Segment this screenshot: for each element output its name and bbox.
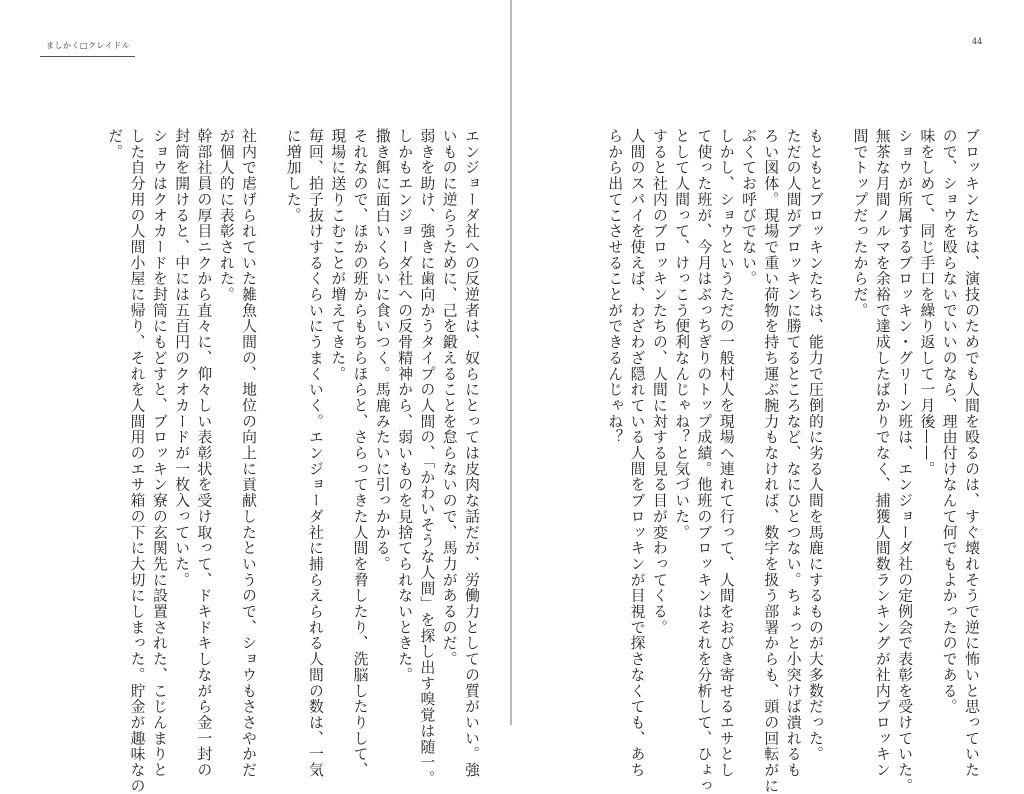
text-line: 社内で虐げられていた雑魚人間の、地位の向上に貢献したというので、ショウもささやかだ <box>240 128 258 778</box>
page-number: 44 <box>972 37 983 46</box>
text-line: 人間のスパイを使えば、わざわざ隠れている人間をブロッキンが目視で探さなくても、あち <box>628 128 646 778</box>
text-line: ので、ショウを殴らないでいいのなら、理由付けなんて何でもよかったのである。 <box>940 128 958 715</box>
text-line: ただの人間がブロッキンに勝てるところなど、なにひとつない。ちょっと小突けば潰れるも <box>784 128 802 778</box>
text-line: ショウが所属するブロッキン・グリーン班は、エンジョーダ社の定例会で表彰を受けていた。 <box>896 128 914 794</box>
text-line: て使った班が、今月はぶっちぎりのトップ成績。他班のブロッキンはそれを分析して、ひょっ <box>695 128 713 794</box>
text-line: が個人的に表彰された。 <box>217 128 235 303</box>
text-line: 撒き餌に面白いくらいに食いつく。馬鹿みたいに引っかかる。 <box>373 128 391 572</box>
text-line: いものに逆らうために、己を鍛えることを怠らないので、馬力があるのだ。 <box>440 128 458 667</box>
text-line: した自分用の人間小屋に帰り、それを人間用のエサ箱の下に大切にしまった。貯金が趣味なの <box>128 128 146 794</box>
text-line: すると社内のブロッキンたちの、人間に対する見る目が変わってくる。 <box>650 128 668 636</box>
text-line: エンジョーダ社への反逆者は、奴らにとっては皮肉な話だが、労働力としての質がいい。強 <box>463 128 480 778</box>
left-page-text <box>103 128 482 794</box>
blank-line <box>259 128 281 698</box>
text-line: ブロッキンたちは、演技のためでも人間を殴るのは、すぐ壊れそうで逆に怖いと思っていた <box>963 128 980 778</box>
text-line: 間でトップだったからだ。 <box>851 128 869 319</box>
text-line: として人間って、けっこう便利なんじゃね？と気づいた。 <box>673 128 691 541</box>
right-page-text <box>603 128 982 794</box>
text-line: もともとブロッキンたちは、能力で圧倒的に劣る人間を馬鹿にするものが大多数だった。 <box>806 128 824 762</box>
text-line: ぶくてお呼びでない。 <box>740 128 758 287</box>
text-line: だ。 <box>106 128 124 160</box>
text-line: 弱きを助け、強きに歯向かうタイプの人間の、「かわいそうな人間」を探し出す嗅覚は随一。 <box>418 128 436 787</box>
text-line: 無茶な月間ノルマを余裕で達成したばかりでなく、捕獲人間数ランキングが社内ブロッキン <box>873 128 891 778</box>
text-line: 現場に送りこむことが増えてきた。 <box>329 128 347 382</box>
running-title: ましかく□クレイドル <box>46 41 131 50</box>
blank-line <box>826 128 848 698</box>
text-line: それなので、ほかの班からもちらほらと、さらってきた人間を脅したり、洗脳したりして、 <box>351 128 369 778</box>
text-line: 味をしめて、同じ手口を繰り返して一月後——。 <box>918 128 936 477</box>
page-gutter <box>510 0 512 725</box>
text-line: 毎回、拍子抜けするくらいにうまくいく。エンジョーダ社に捕らえられる人間の数は、一気 <box>306 128 324 778</box>
text-line: しかもエンジョーダ社への反骨精神から、弱いものを見捨てられないときた。 <box>396 128 414 683</box>
text-line: しかし、ショウというただの一般村人を現場へ連れて行って、人間をおびき寄せるエサとし <box>717 128 735 778</box>
text-line: 封筒を開けると、中には五百円のクオカードが一枚入っていた。 <box>173 128 191 588</box>
text-line: 幹部社員の厚目ニクから直々に、仰々しい表彰状を受け取って、ドキドキしながら金一封の <box>195 128 213 778</box>
text-line: ろい図体。現場で重い荷物を持ち運ぶ腕力もなければ、数字を扱う部署からも、頭の回転がに <box>762 128 780 794</box>
text-line: に増加した。 <box>284 128 302 224</box>
header-rule <box>40 56 135 57</box>
text-line: ショウはクオカードを封筒にもどすと、ブロッキン寮の玄関先に設置された、こじんまりと <box>150 128 168 778</box>
text-line: らから出てこさせることができるんじゃね？ <box>606 128 624 445</box>
